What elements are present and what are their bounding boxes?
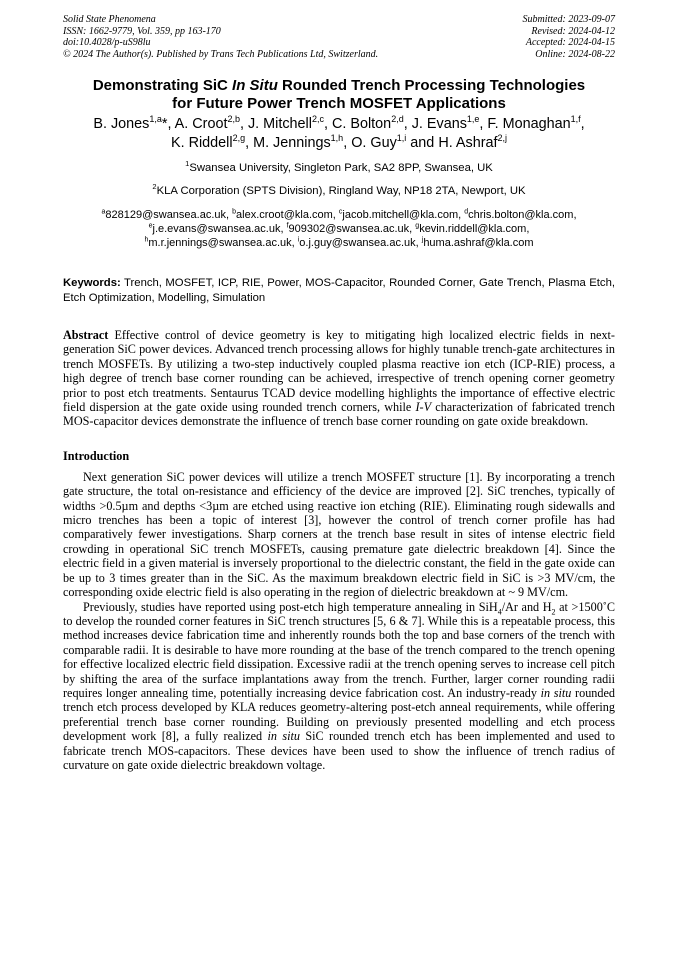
author-emails: [63, 208, 615, 250]
email-link[interactable]: $^j$huma.ashraf@kla.com: [421, 236, 534, 249]
journal-header: [63, 14, 615, 60]
intro-paragraph-2: Previously, studies have reported using post-etch high temperature annealing in SiH$_4$/Ar and $H_2$ at >1500˚C to develop the rounded corner features in SiC trench structures [5, 6 & 7]. While this is a repeatable process, this method increases device fabrication time and inherently rounds both the top and base corners of the trench with comparable radii. It is desirable to have more rounding at the base of the trench compared to the trench opening for effective localized electric field dissipation. Excessive radii at the trench opening serves to increase cell pitch by shifting the area of the surface implantations away from the trench. Further, larger corner rounding radii requires longer annealing time, potentially increasing device fabrication cost. An industry-ready in situ rounded trench etch process developed by KLA reduces geometry-altering post-etch anneal requirements, while offering preferential trench base corner rounding. Building on previously presented modelling and etch process development work [8], a fully realized in situ SiC rounded trench etch has been implemented and used to fabricate trench MOS-capacitors. These devices have been used to show the influence of trench radius of curvature on gate oxide dielectric breakdown voltage.: [63, 599, 615, 772]
email-line-1: [63, 208, 615, 222]
affiliation-1: $^1$Swansea University, Singleton Park, SA2 8PP, Swansea, UK: [185, 159, 493, 174]
email-link[interactable]: $^e$j.e.evans@swansea.ac.uk,: [148, 222, 287, 235]
affiliation-2: $^2$KLA Corporation (SPTS Division), Ringland Way, NP18 2TA, Newport, UK: [152, 182, 526, 197]
date-submitted: Submitted: 2023-09-07: [522, 14, 615, 25]
email-link[interactable]: $^f$909302@swansea.ac.uk,: [286, 222, 416, 235]
author-list: [63, 115, 615, 153]
journal-copyright: © 2024 The Author(s). Published by Trans Tech Publications Ltd, Switzerland.: [63, 48, 379, 60]
section-heading-introduction: Introduction: [63, 448, 130, 463]
abstract-italic: I-V: [415, 400, 432, 415]
date-revised: Revised: 2024-04-12: [531, 25, 615, 37]
intro-paragraph-1: Next generation SiC power devices will utilize a trench MOSFET structure [1]. By incorporating a trench gate structure, the total on-resistance and efficiency of the device are improved [2]. SiC trenches, typically of widths >0.5µm and depths <3µm are etched using reactive ion etching (RIE). Eliminating rough sidewalls and micro trenches has been a topic of interest [3], however the control of trench corner profile has had comparatively fewer investigations. Sharp corners at the trench base result in sites of intense electric field crowding in operational SiC trench MOSFETs, causing premature gate dielectric breakdown [4]. Since the electric field in a given material is inversely proportional to the dielectric constant, the field in the gate oxide can be up to 3 times greater than in the SiC. As the maximum breakdown electric field in SiC is >3 MV/cm, the corresponding oxide electric field is also operating in the region of dielectric breakdown at ~ 9 MV/cm.: [63, 469, 615, 600]
author: C. Bolton$^{2,d}$,: [331, 114, 412, 132]
author-line-2: [63, 134, 615, 153]
date-accepted: Accepted: 2024-04-15: [525, 37, 615, 48]
date-online: Online: 2024-08-22: [535, 48, 615, 60]
author: K. Riddell$^{2,g}$,: [170, 133, 254, 151]
title-line-1: [63, 77, 615, 95]
title-part-2: Rounded Trench Processing Technologies: [277, 77, 586, 94]
author: J. Mitchell$^{2,c}$,: [247, 114, 332, 132]
abstract-text: Effective control of device geometry is key to mitigating high localized electric fields in next-generation SiC power devices. Advanced trench processing allows for highly tunable trench-gate architectures in trench MOSFETs. By utilizing a two-step inductively coupled plasma reactive ion etch (ICP-RIE) process, a high degree of trench base corner rounding can be achieved, irrespective of trench opening corner geometry prior to post etch treatments. Sentaurus TCAD device modelling highlights the importance of effective electric field dispersion at the gate oxide using rounded trench corners, while: [63, 328, 615, 415]
author: M. Jennings$^{1,h}$,: [253, 133, 352, 151]
journal-name: Solid State Phenomena: [63, 14, 156, 25]
journal-issn: ISSN: 1662-9779, Vol. 359, pp 163-170: [63, 25, 221, 37]
publication-dates: [523, 14, 616, 60]
abstract-text-end: characterization of fabricated trench MOS-capacitor devices demonstrate the influence of trench base corner rounding on gate oxide breakdown.: [63, 400, 615, 429]
title-part-1: Demonstrating SiC: [92, 77, 233, 94]
email-line-3: [63, 236, 615, 250]
email-link[interactable]: $^g$kevin.riddell@kla.com,: [415, 222, 530, 235]
keywords: [63, 276, 615, 305]
keywords-label: Keywords:: [63, 277, 121, 289]
author-line-1: [63, 115, 615, 134]
paper-title: [63, 77, 615, 113]
email-link[interactable]: $^a$828129@swansea.ac.uk,: [101, 208, 233, 221]
author: O. Guy$^{1,i}$ and: [351, 133, 439, 151]
abstract-label: Abstract: [63, 328, 109, 342]
journal-info: [63, 14, 378, 60]
title-line-2: for Future Power Trench MOSFET Applications: [172, 95, 506, 112]
email-link[interactable]: $^h$m.r.jennings@swansea.ac.uk,: [144, 236, 298, 249]
author: J. Evans$^{1,e}$,: [411, 114, 488, 132]
title-italic: In Situ: [232, 77, 278, 94]
keywords-text: Trench, MOSFET, ICP, RIE, Power, MOS-Capacitor, Rounded Corner, Gate Trench, Plasma Etch, Etch Optimization, Modelling, Simulation: [63, 277, 615, 304]
email-link[interactable]: $^d$chris.bolton@kla.com,: [464, 208, 577, 221]
author: H. Ashraf$^{2,j}$: [438, 133, 508, 151]
author: A. Croot$^{2,b}$,: [174, 114, 248, 132]
email-link[interactable]: $^c$jacob.mitchell@kla.com,: [338, 208, 465, 221]
email-link[interactable]: $^b$alex.croot@kla.com,: [232, 208, 339, 221]
abstract: [63, 328, 615, 429]
journal-doi[interactable]: doi:10.4028/p-uS98lu: [63, 37, 151, 48]
email-link[interactable]: $^i$o.j.guy@swansea.ac.uk,: [297, 236, 422, 249]
author: F. Monaghan$^{1,f}$,: [487, 114, 585, 132]
email-line-2: [63, 222, 615, 236]
author: B. Jones$^{1,a}$*,: [93, 114, 175, 132]
